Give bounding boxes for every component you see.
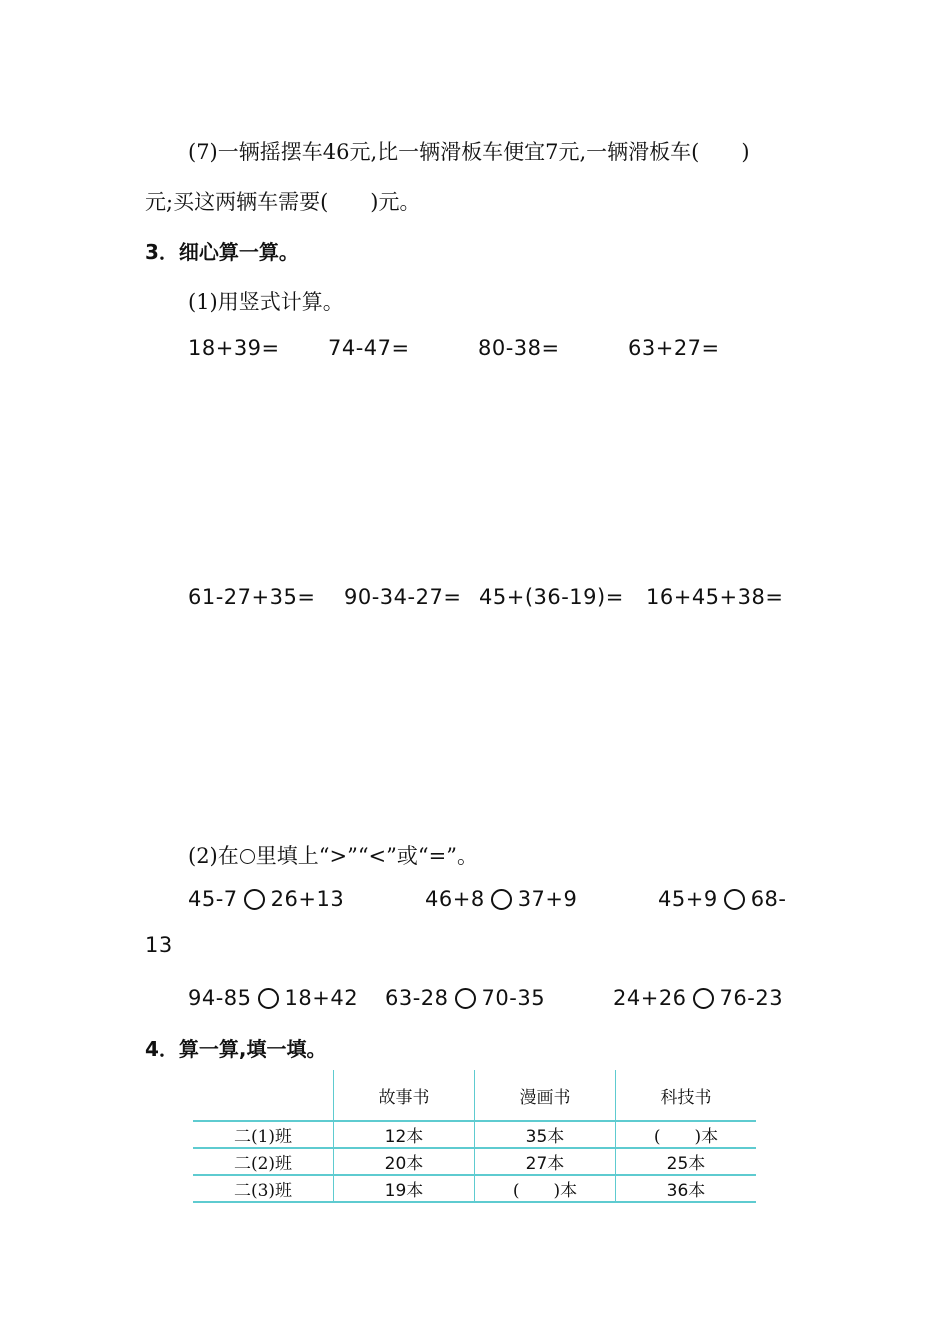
table-row bbox=[193, 1175, 756, 1202]
compare-left: 45-7 bbox=[188, 887, 238, 911]
class-cell: 二(3)班 bbox=[193, 1175, 334, 1202]
calc-item: 74-47= bbox=[328, 336, 410, 360]
q3-part2-label-a: (2)在 bbox=[188, 844, 239, 868]
table-cell: 25本 bbox=[616, 1148, 757, 1175]
answer-circle[interactable] bbox=[693, 988, 714, 1009]
table-cell: 12本 bbox=[334, 1121, 475, 1148]
compare-item bbox=[188, 986, 358, 1010]
calc-item: 80-38= bbox=[478, 336, 560, 360]
answer-circle[interactable] bbox=[491, 889, 512, 910]
table-cell: 19本 bbox=[334, 1175, 475, 1202]
table-row bbox=[193, 1121, 756, 1148]
class-cell: 二(2)班 bbox=[193, 1148, 334, 1175]
compare-right: 37+9 bbox=[517, 887, 578, 911]
table-row bbox=[193, 1148, 756, 1175]
compare-left: 46+8 bbox=[425, 887, 485, 911]
q2-item7-line1: (7)一辆摇摆车46元,比一辆滑板车便宜7元,一辆滑板车( ) bbox=[188, 140, 750, 164]
compare-wrap: 13 bbox=[145, 933, 173, 957]
answer-circle[interactable] bbox=[724, 889, 745, 910]
blank-cell[interactable]: ( )本 bbox=[616, 1121, 757, 1148]
compare-right: 70-35 bbox=[481, 986, 546, 1010]
q4-heading: 4．算一算,填一填。 bbox=[145, 1037, 327, 1061]
calc-item: 16+45+38= bbox=[646, 585, 784, 609]
header-cell bbox=[193, 1070, 334, 1121]
calc-item: 90-34-27= bbox=[344, 585, 462, 609]
compare-right: 18+42 bbox=[284, 986, 359, 1010]
calc-item: 18+39= bbox=[188, 336, 280, 360]
compare-item bbox=[425, 887, 577, 911]
circle-icon bbox=[240, 849, 255, 864]
header-cell: 科技书 bbox=[616, 1070, 757, 1121]
compare-left: 63-28 bbox=[385, 986, 449, 1010]
compare-item bbox=[613, 986, 783, 1010]
compare-left: 24+26 bbox=[613, 986, 687, 1010]
answer-circle[interactable] bbox=[258, 988, 279, 1009]
q2-item7-line2: 元;买这两辆车需要( )元。 bbox=[145, 190, 421, 214]
compare-right: 68- bbox=[750, 887, 787, 911]
q3-heading: 3．细心算一算。 bbox=[145, 240, 299, 264]
header-cell: 故事书 bbox=[334, 1070, 475, 1121]
answer-circle[interactable] bbox=[244, 889, 265, 910]
answer-circle[interactable] bbox=[455, 988, 476, 1009]
calc-item: 63+27= bbox=[628, 336, 720, 360]
compare-item bbox=[658, 887, 787, 911]
table-cell: 35本 bbox=[475, 1121, 616, 1148]
table-header-row bbox=[193, 1070, 756, 1121]
compare-right: 26+13 bbox=[270, 887, 345, 911]
compare-left: 45+9 bbox=[658, 887, 718, 911]
blank-cell[interactable]: ( )本 bbox=[475, 1175, 616, 1202]
compare-left: 94-85 bbox=[188, 986, 252, 1010]
table-cell: 27本 bbox=[475, 1148, 616, 1175]
compare-item bbox=[385, 986, 545, 1010]
class-cell: 二(1)班 bbox=[193, 1121, 334, 1148]
header-cell: 漫画书 bbox=[475, 1070, 616, 1121]
q3-part2-label bbox=[188, 840, 478, 870]
books-table bbox=[193, 1070, 756, 1203]
q3-part1-label: (1)用竖式计算。 bbox=[188, 290, 344, 314]
q3-part2-label-b: 里填上“>”“<”或“=”。 bbox=[255, 844, 478, 868]
calc-item: 45+(36-19)= bbox=[479, 585, 624, 609]
table-cell: 20本 bbox=[334, 1148, 475, 1175]
table-cell: 36本 bbox=[616, 1175, 757, 1202]
compare-right: 76-23 bbox=[719, 986, 784, 1010]
compare-item bbox=[188, 887, 344, 911]
calc-item: 61-27+35= bbox=[188, 585, 316, 609]
